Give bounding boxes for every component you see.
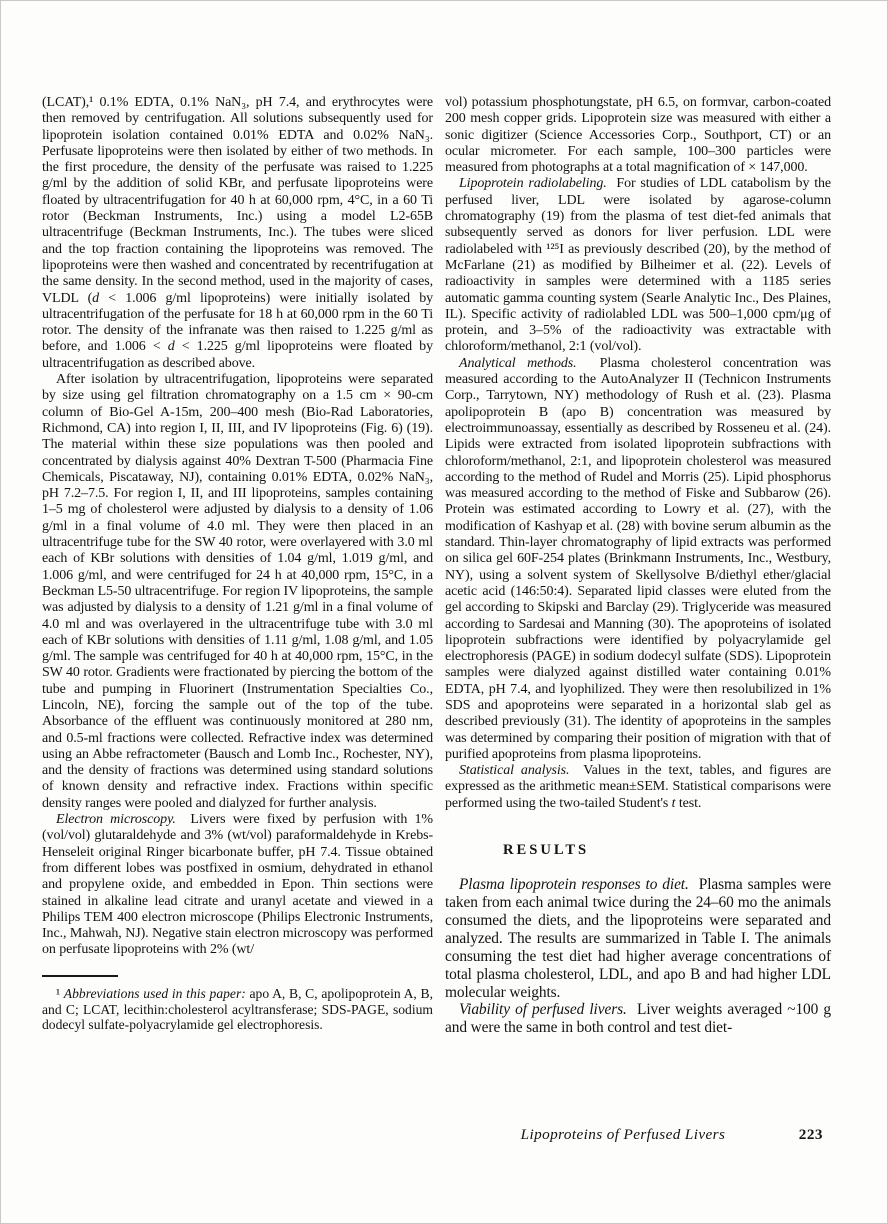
paragraph: vol) potassium phosphotungstate, pH 6.5, on formvar, carbon-coated 200 mesh copper grids. Lipoprotein size was measured with either a sonic digitizer (Science Accessories Corp., Southport, CT) or an ocular micrometer. For each sample, 100–300 particles were measured from photographs at a total magnification of × 147,000.: [445, 95, 831, 176]
left-column: [42, 95, 433, 1033]
paragraph: Statistical analysis. Values in the text, tables, and figures are expressed as the arithmetic mean±SEM. Statistical comparisons were performed using the two-tailed Student's t test.: [445, 763, 831, 811]
footnote-text: ¹ Abbreviations used in this paper: apo A, B, C, apolipoprotein A, B, and C; LCAT, lecithin:cholesterol acyltransferase; SDS-PAGE, sodium dodecyl sulfate-polyacrylamide gel electrophoresis.: [42, 985, 433, 1033]
paragraph: After isolation by ultracentrifugation, lipoproteins were separated by size using gel filtration chromatography on a 1.5 cm × 90-cm column of Bio-Gel A-15m, 200–400 mesh (Bio-Rad Laboratories, Richmond, CA) into region I, II, III, and IV lipoproteins (Fig. 6) (19). The material within these size populations was then pooled and concentrated by dialysis against 40% Dextran T-500 (Pharmacia Fine Chemicals, Piscataway, NJ), containing 0.01% EDTA, 0.02% NaN₃, pH 7.2–7.5. For region I, II, and III lipoproteins, samples containing 1–5 mg of cholesterol were adjusted by dialysis to a density of 1.06 g/ml in a final volume of 4.0 ml. They were then placed in an ultracentrifuge tube for the SW 40 rotor, were overlayered with 3.0 ml each of KBr solutions with densities of 1.04 g/ml, 1.019 g/ml, and 1.006 g/ml, and were centrifuged for 24 h at 40,000 rpm, 15°C, in a Beckman L5-50 ultracentrifuge. For region IV lipoproteins, the sample was adjusted by dialysis to a density of 1.21 g/ml in a final volume of 4.0 ml and was overlayered in the ultracentrifuge tube with 3.0 ml each of KBr solutions with densities of 1.11 g/ml, 1.08 g/ml, and 1.05 g/ml. The sample was centrifuged for 40 h at 40,000 rpm, 15°C, in the SW 40 rotor. Gradients were fractionated by piercing the bottom of the tube and pumping in Fluorinert (Instrumentation Specialties Co., Lincoln, NE), forcing the sample out of the top of the tube. Absorbance of the effluent was continuously monitored at 280 nm, and 0.5-ml fractions were collected. Refractive index was determined using an Abbe refractometer (Bausch and Lomb Inc., Rochester, NY), and the density of fractions was determined using standard solutions of known density and refractive index. Fractions within specific density ranges were pooled and dialyzed for further analysis.: [42, 372, 433, 811]
page-number: 223: [798, 1126, 823, 1143]
right-column-methods-text: [445, 95, 831, 812]
right-column: [445, 95, 831, 1037]
paragraph: Electron microscopy. Livers were fixed by perfusion with 1% (vol/vol) glutaraldehyde and 3% (wt/vol) paraformaldehyde in Krebs-Henseleit original Ringer bicarbonate buffer, pH 7.4. Tissue obtained from different lobes was postfixed in osmium, dehydrated in ethanol and propylene oxide, and embedded in Epon. Thin sections were stained in alkaline lead citrate and uranyl acetate and viewed in a Philips TEM 400 electron microscope (Philips Electronic Instruments, Inc., Mahwah, NJ). Negative stain electron microscopy was performed on perfusate lipoproteins with 2% (wt/: [42, 812, 433, 958]
left-column-methods-text: [42, 95, 433, 959]
paragraph: Viability of perfused livers. Liver weights averaged ~100 g and were the same in both control and test diet-: [445, 1001, 831, 1037]
right-column-results-text: [445, 876, 831, 1037]
paragraph: Analytical methods. Plasma cholesterol concentration was measured according to the AutoAnalyzer II (Technicon Instruments Corp., Tarrytown, NY) methodology of Rush et al. (23). Plasma apolipoprotein B (apo B) concentration was measured by electroimmunoassay, essentially as described by Rosseneu et al. (24). Lipids were extracted from isolated lipoprotein subfractions with chloroform/methanol, 2:1, and lipoprotein cholesterol was measured according to the method of Rudel and Morris (25). Lipid phosphorus was measured according to the method of Fiske and Subbarow (26). Protein was estimated according to Lowry et al. (27), with the modification of Kashyap et al. (28) with bovine serum albumin as the standard. Thin-layer chromatography of lipid extracts was performed on silica gel 60F-254 plates (Brinkmann Instruments, Inc., Westbury, NY), using a solvent system of Skellysolve B/diethyl ether/glacial acetic acid (146:50:4). Separated lipid classes were eluted from the gel according to Skipski and Barclay (29). Triglyceride was measured according to Sardesai and Manning (30). The apoproteins of isolated lipoprotein subfractions were identified by polyacrylamide gel electrophoresis (PAGE) in sodium dodecyl sulfate (SDS). Lipoprotein samples were dialyzed against distilled water containing 0.01% EDTA, pH 7.4, and lyophilized. They were then resolubilized in 1% SDS and apoproteins were separated in a horizontal slab gel as described previously (31). The identity of apoproteins in the samples was determined by comparing their position of migration with that of purified apoproteins from plasma lipoproteins.: [445, 355, 831, 762]
paragraph: Lipoprotein radiolabeling. For studies of LDL catabolism by the perfused liver, LDL were isolated by agarose-column chromatography (19) from the plasma of test diet-fed animals that subsequently served as donors for liver perfusion. LDL were radiolabeled with ¹²⁵I as previously described (20), by the method of McFarlane (21) as modified by Bilheimer et al. (22). Levels of radioactivity in samples were determined with a 1185 series automatic gamma counting system (Searle Analytic Inc., Des Plaines, IL). Specific activity of radiolabled LDL was 500–1,000 cpm/μg of protein, and 3–5% of the radioactivity was extractable with chloroform/methanol, 2:1 (vol/vol).: [445, 176, 832, 355]
paragraph: (LCAT),¹ 0.1% EDTA, 0.1% NaN₃, pH 7.4, and erythrocytes were then removed by centrifugation. All solutions subsequently used for lipoprotein isolation contained 0.01% EDTA and 0.02% NaN₃. Perfusate lipoproteins were then isolated by either of two methods. In the first procedure, the density of the perfusate was raised to 1.225 g/ml by the addition of solid KBr, and perfusate lipoproteins were floated by ultracentrifugation for 40 h at 60,000 rpm, 4°C, in a 60 Ti rotor (Beckman Instruments, Inc.) using a model L2-65B ultracentrifuge (Beckman Instruments, Inc.). The tubes were sliced and the top fraction containing the lipoproteins was removed. The lipoproteins were then washed and concentrated by recentrifugation at the same density. In the second method, used in the majority of cases, VLDL (d < 1.006 g/ml lipoproteins) were initially isolated by ultracentrifugation of the perfusate for 18 h at 60,000 rpm in the 60 Ti rotor. The density of the infranate was then raised to 1.225 g/ml as before, and 1.006 < d < 1.225 g/ml lipoproteins were floated by ultracentrifugation as described above.: [42, 95, 433, 371]
results-section-heading: RESULTS: [503, 842, 590, 859]
page-footer: [445, 1126, 831, 1146]
running-title: Lipoproteins of Perfused Livers: [520, 1126, 726, 1143]
paragraph: Plasma lipoprotein responses to diet. Plasma samples were taken from each animal twice during the 24–60 mo the animals consumed the diets, and the lipoproteins were separated and analyzed. The results are summarized in Table I. The animals consuming the test diet had higher average concentrations of total plasma cholesterol, LDL, and apo B and had higher LDL molecular weights.: [445, 876, 831, 1001]
footnote-divider: [42, 975, 118, 977]
